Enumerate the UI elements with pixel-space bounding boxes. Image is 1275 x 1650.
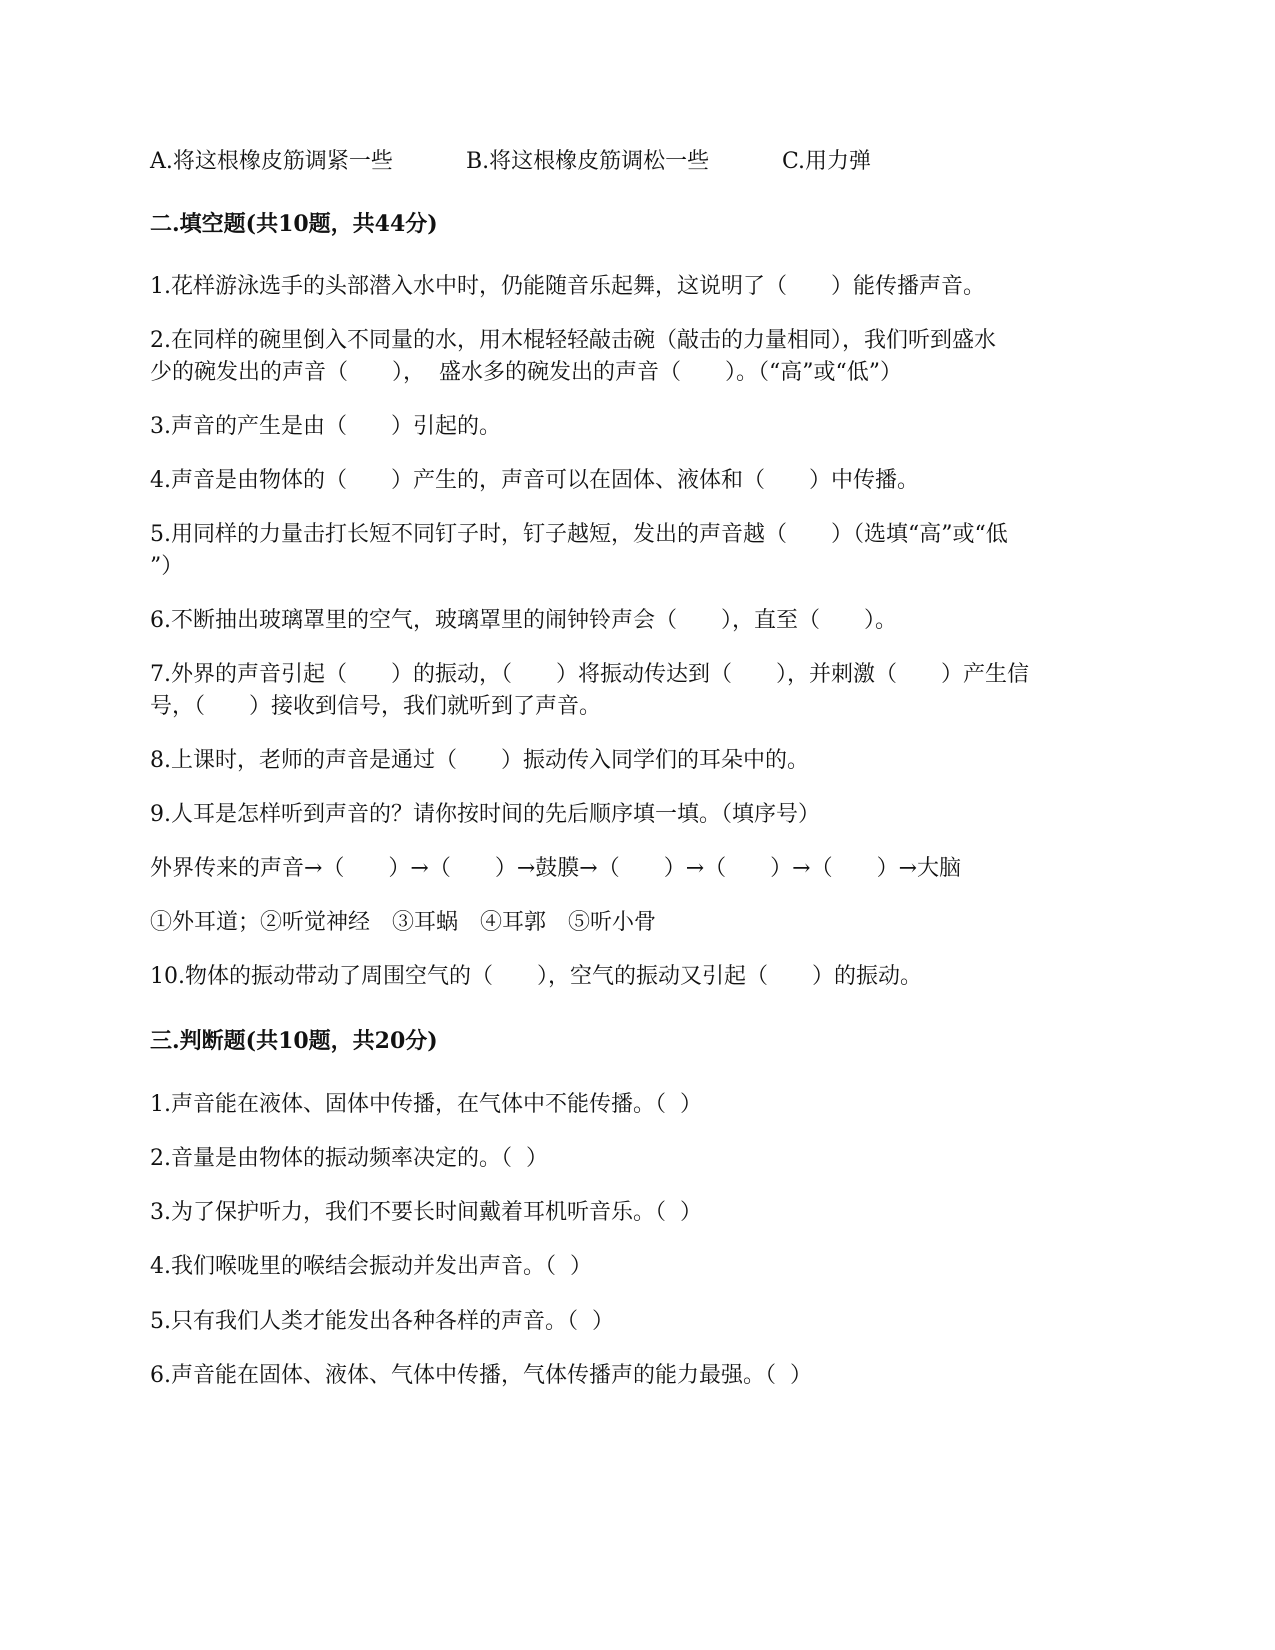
fill-question-6: 6.不断抽出玻璃罩里的空气，玻璃罩里的闹钟铃声会（ ），直至（ ）。 (150, 608, 897, 633)
judge-question-6: 6.声音能在固体、液体、气体中传播，气体传播声的能力最强。（ ） (150, 1363, 812, 1388)
previous-question-options (150, 145, 1130, 179)
fill-question-7-line-2: 号，（ ）接收到信号，我们就听到了声音。 (150, 694, 602, 719)
judge-question-2: 2.音量是由物体的振动频率决定的。（ ） (150, 1146, 548, 1171)
section-2-heading: 二.填空题(共10题，共44分) (150, 211, 438, 237)
fill-question-5-line-1: 5.用同样的力量击打长短不同钉子时，钉子越短，发出的声音越（ ）（选填“高”或“低 (150, 522, 1008, 547)
fill-question-9-chain: 外界传来的声音→（ ）→（ ）→鼓膜→（ ）→（ ）→（ ）→大脑 (150, 856, 962, 881)
fill-question-4: 4.声音是由物体的（ ）产生的，声音可以在固体、液体和（ ）中传播。 (150, 468, 919, 493)
fill-question-1: 1.花样游泳选手的头部潜入水中时，仍能随音乐起舞，这说明了（ ）能传播声音。 (150, 274, 985, 299)
option-c: C.用力弹 (782, 149, 872, 174)
judge-question-4: 4.我们喉咙里的喉结会振动并发出声音。（ ） (150, 1254, 592, 1279)
option-a: A.将这根橡皮筋调紧一些 (150, 149, 393, 174)
fill-question-2-line-1: 2.在同样的碗里倒入不同量的水，用木棍轻轻敲击碗（敲击的力量相同），我们听到盛水 (150, 328, 996, 353)
section-3-heading: 三.判断题(共10题，共20分) (150, 1028, 438, 1054)
fill-question-9: 9.人耳是怎样听到声音的？请你按时间的先后顺序填一填。（填序号） (150, 802, 820, 827)
option-b: B.将这根橡皮筋调松一些 (466, 149, 710, 174)
judge-question-1: 1.声音能在液体、固体中传播，在气体中不能传播。（ ） (150, 1092, 702, 1117)
fill-question-9-options: ①外耳道；②听觉神经 ③耳蜗 ④耳郭 ⑤听小骨 (150, 910, 657, 935)
fill-question-5-line-2: ”） (150, 554, 184, 579)
fill-question-2-line-2: 少的碗发出的声音（ ）， 盛水多的碗发出的声音（ ）。（“高”或“低”） (150, 360, 902, 385)
judge-question-5: 5.只有我们人类才能发出各种各样的声音。（ ） (150, 1309, 614, 1334)
fill-question-10: 10.物体的振动带动了周围空气的（ ），空气的振动又引起（ ）的振动。 (150, 964, 922, 989)
judge-question-3: 3.为了保护听力，我们不要长时间戴着耳机听音乐。（ ） (150, 1200, 702, 1225)
fill-question-7-line-1: 7.外界的声音引起（ ）的振动，（ ）将振动传达到（ ），并刺激（ ）产生信 (150, 662, 1029, 687)
fill-question-3: 3.声音的产生是由（ ）引起的。 (150, 414, 501, 439)
fill-question-8: 8.上课时，老师的声音是通过（ ）振动传入同学们的耳朵中的。 (150, 748, 809, 773)
